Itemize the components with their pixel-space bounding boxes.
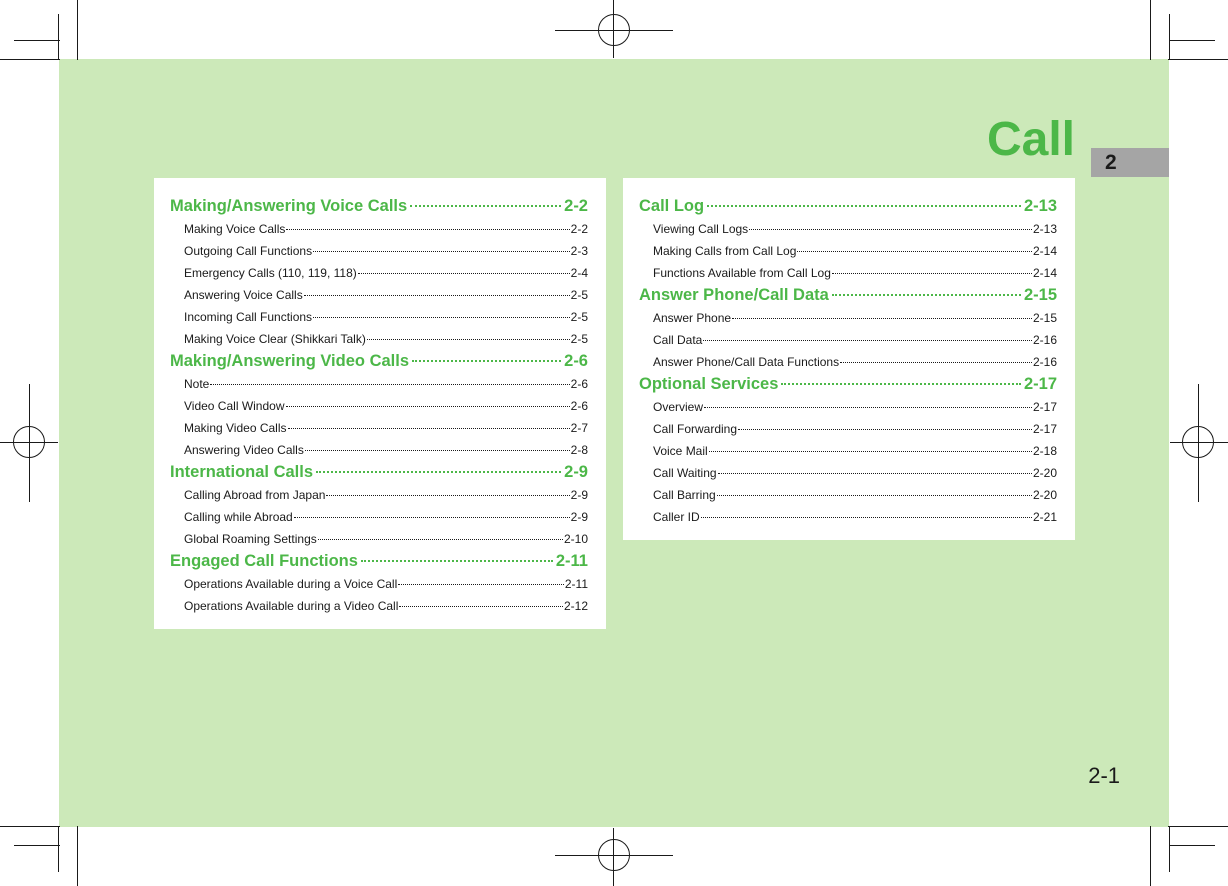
toc-section-heading[interactable] xyxy=(639,373,1057,396)
toc-section-heading[interactable] xyxy=(170,461,588,484)
toc-leader-dots xyxy=(703,340,1032,341)
toc-section-title: International Calls xyxy=(170,463,314,481)
toc-entry[interactable] xyxy=(639,262,1057,284)
toc-entry[interactable] xyxy=(170,395,588,417)
toc-entry-page: 2-2 xyxy=(570,222,588,236)
toc-entry[interactable] xyxy=(170,528,588,550)
toc-entry-page: 2-9 xyxy=(570,510,588,524)
toc-entry-page: 2-20 xyxy=(1032,488,1057,502)
toc-section-heading[interactable] xyxy=(170,195,588,218)
toc-entry-page: 2-15 xyxy=(1032,311,1057,325)
toc-entry-label: Incoming Call Functions xyxy=(184,310,313,324)
toc-section-title: Making/Answering Video Calls xyxy=(170,352,410,370)
toc-section-page: 2-17 xyxy=(1023,375,1057,393)
toc-entry-page: 2-3 xyxy=(570,244,588,258)
toc-entry-label: Overview xyxy=(653,400,704,414)
toc-section-page: 2-6 xyxy=(564,352,588,370)
toc-entry-label: Caller ID xyxy=(653,510,700,524)
toc-entry-page: 2-4 xyxy=(570,266,588,280)
toc-leader-dots xyxy=(367,339,570,340)
toc-entry-page: 2-7 xyxy=(570,421,588,435)
toc-entry-label: Making Calls from Call Log xyxy=(653,244,797,258)
toc-leader-dots xyxy=(717,495,1032,496)
toc-entry[interactable] xyxy=(170,506,588,528)
toc-leader-dots xyxy=(701,517,1032,518)
toc-entry-page: 2-8 xyxy=(570,443,588,457)
toc-leader-dots xyxy=(304,295,570,296)
toc-entry-page: 2-17 xyxy=(1032,400,1057,414)
toc-leader-dots xyxy=(797,251,1032,252)
toc-leader-dots xyxy=(210,384,569,385)
toc-entry[interactable] xyxy=(170,262,588,284)
toc-leader-dots xyxy=(412,360,561,362)
toc-leader-dots xyxy=(399,606,563,607)
toc-leader-dots xyxy=(313,251,570,252)
toc-entry-label: Viewing Call Logs xyxy=(653,222,749,236)
toc-leader-dots xyxy=(318,539,563,540)
toc-entry-label: Outgoing Call Functions xyxy=(184,244,313,258)
chapter-tab-number: 2 xyxy=(1105,151,1117,174)
toc-entry-page: 2-16 xyxy=(1032,355,1057,369)
toc-leader-dots xyxy=(832,273,1032,274)
toc-entry-label: Operations Available during a Video Call xyxy=(184,599,399,613)
toc-section-title: Call Log xyxy=(639,197,705,215)
toc-entry-label: Call Barring xyxy=(653,488,716,502)
toc-leader-dots xyxy=(840,362,1032,363)
toc-entry-page: 2-14 xyxy=(1032,244,1057,258)
toc-entry-label: Call Waiting xyxy=(653,466,717,480)
toc-entry-page: 2-20 xyxy=(1032,466,1057,480)
page-number: 2-1 xyxy=(1088,763,1120,788)
toc-entry[interactable] xyxy=(639,462,1057,484)
toc-entry-label: Voice Mail xyxy=(653,444,708,458)
toc-entry-page: 2-12 xyxy=(563,599,588,613)
toc-entry-label: Answering Video Calls xyxy=(184,443,304,457)
toc-section-heading[interactable] xyxy=(639,284,1057,307)
toc-entry-page: 2-11 xyxy=(564,577,588,591)
toc-leader-dots xyxy=(358,273,570,274)
toc-leader-dots xyxy=(781,383,1021,385)
toc-entry-label: Note xyxy=(184,377,210,391)
toc-entry-page: 2-18 xyxy=(1032,444,1057,458)
chapter-tab[interactable] xyxy=(1091,148,1169,177)
toc-entry-label: Operations Available during a Voice Call xyxy=(184,577,398,591)
toc-entry-label: Making Voice Clear (Shikkari Talk) xyxy=(184,332,366,346)
toc-entry[interactable] xyxy=(639,307,1057,329)
toc-section-title: Answer Phone/Call Data xyxy=(639,286,829,304)
toc-section-page: 2-11 xyxy=(555,552,588,570)
toc-entry[interactable] xyxy=(639,418,1057,440)
toc-section-page: 2-9 xyxy=(564,463,588,481)
toc-entry-page: 2-21 xyxy=(1032,510,1057,524)
toc-section-title: Optional Services xyxy=(639,375,779,393)
toc-entry-page: 2-5 xyxy=(570,332,588,346)
toc-leader-dots xyxy=(398,584,564,585)
toc-section-heading[interactable] xyxy=(639,195,1057,218)
toc-entry-label: Video Call Window xyxy=(184,399,285,413)
toc-section-title: Making/Answering Voice Calls xyxy=(170,197,408,215)
toc-entry-page: 2-14 xyxy=(1032,266,1057,280)
toc-leader-dots xyxy=(294,517,570,518)
toc-entry-label: Calling Abroad from Japan xyxy=(184,488,326,502)
toc-entry-page: 2-5 xyxy=(570,310,588,324)
toc-panel-left xyxy=(154,178,606,629)
toc-entry[interactable] xyxy=(639,440,1057,462)
toc-entry[interactable] xyxy=(170,240,588,262)
toc-entry-page: 2-16 xyxy=(1032,333,1057,347)
toc-entry[interactable] xyxy=(170,328,588,350)
toc-entry-label: Call Forwarding xyxy=(653,422,738,436)
toc-entry-label: Calling while Abroad xyxy=(184,510,293,524)
toc-entry[interactable] xyxy=(170,284,588,306)
toc-entry[interactable] xyxy=(639,484,1057,506)
toc-entry-label: Answering Voice Calls xyxy=(184,288,303,302)
toc-leader-dots xyxy=(305,450,570,451)
toc-entry[interactable] xyxy=(639,506,1057,528)
toc-section-heading[interactable] xyxy=(170,550,588,573)
toc-entry-page: 2-10 xyxy=(563,532,588,546)
toc-section-page: 2-15 xyxy=(1023,286,1057,304)
toc-section-page: 2-2 xyxy=(564,197,588,215)
toc-entry[interactable] xyxy=(639,240,1057,262)
toc-entry-page: 2-6 xyxy=(570,377,588,391)
toc-leader-dots xyxy=(738,429,1032,430)
chapter-title: Call xyxy=(986,113,1075,166)
toc-entry[interactable] xyxy=(639,351,1057,373)
toc-leader-dots xyxy=(286,229,569,230)
toc-entry-label: Making Video Calls xyxy=(184,421,287,435)
toc-leader-dots xyxy=(709,451,1032,452)
toc-leader-dots xyxy=(361,560,553,562)
toc-entry[interactable] xyxy=(170,439,588,461)
toc-entry-label: Answer Phone xyxy=(653,311,732,325)
toc-leader-dots xyxy=(707,205,1021,207)
toc-entry[interactable] xyxy=(639,329,1057,351)
toc-entry-page: 2-6 xyxy=(570,399,588,413)
toc-entry-page: 2-13 xyxy=(1032,222,1057,236)
toc-leader-dots xyxy=(286,406,570,407)
toc-entry[interactable] xyxy=(170,573,588,595)
toc-entry[interactable] xyxy=(639,396,1057,418)
toc-entry[interactable] xyxy=(170,417,588,439)
toc-panel-right xyxy=(623,178,1075,540)
toc-leader-dots xyxy=(749,229,1032,230)
toc-entry[interactable] xyxy=(639,218,1057,240)
toc-entry-label: Call Data xyxy=(653,333,703,347)
toc-leader-dots xyxy=(704,407,1032,408)
toc-leader-dots xyxy=(326,495,569,496)
toc-entry[interactable] xyxy=(170,484,588,506)
toc-section-heading[interactable] xyxy=(170,350,588,373)
toc-entry-label: Global Roaming Settings xyxy=(184,532,317,546)
toc-leader-dots xyxy=(732,318,1032,319)
toc-entry-page: 2-9 xyxy=(570,488,588,502)
toc-entry[interactable] xyxy=(170,373,588,395)
toc-entry[interactable] xyxy=(170,218,588,240)
toc-leader-dots xyxy=(316,471,561,473)
toc-entry-label: Answer Phone/Call Data Functions xyxy=(653,355,840,369)
toc-entry-label: Functions Available from Call Log xyxy=(653,266,831,280)
toc-leader-dots xyxy=(288,428,570,429)
toc-entry[interactable] xyxy=(170,595,588,617)
toc-entry-label: Making Voice Calls xyxy=(184,222,286,236)
toc-leader-dots xyxy=(313,317,570,318)
toc-leader-dots xyxy=(410,205,561,207)
toc-entry-label: Emergency Calls (110, 119, 118) xyxy=(184,266,357,280)
toc-leader-dots xyxy=(718,473,1032,474)
toc-entry[interactable] xyxy=(170,306,588,328)
toc-leader-dots xyxy=(832,294,1021,296)
toc-entry-page: 2-17 xyxy=(1032,422,1057,436)
toc-entry-page: 2-5 xyxy=(570,288,588,302)
toc-section-page: 2-13 xyxy=(1023,197,1057,215)
toc-section-title: Engaged Call Functions xyxy=(170,552,358,570)
